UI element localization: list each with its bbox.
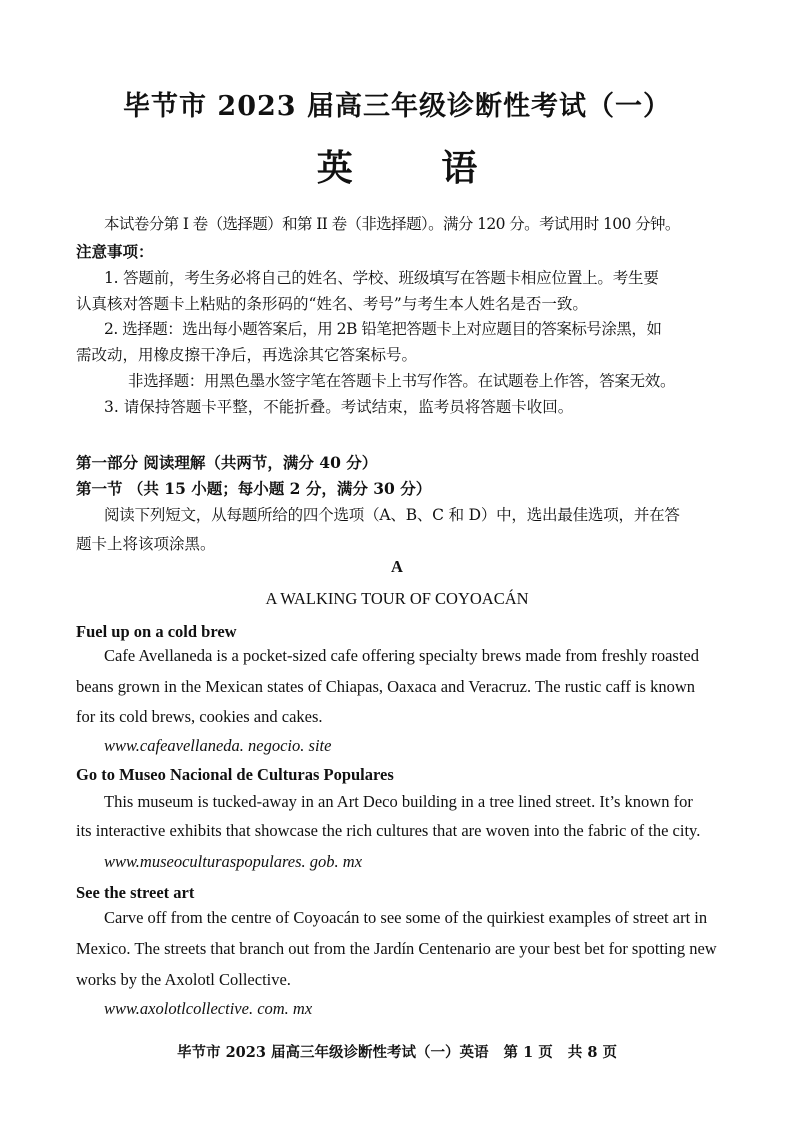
footer-exam-subject: 毕节市 2023 届高三年级诊断性考试（一）英语 — [177, 1044, 489, 1061]
paragraph-3-line-2: Mexico. The streets that branch out from the Jardín Centenario are your best bet for spotting new — [76, 939, 717, 958]
notice-item-2-line-3: 非选择题：用黑色墨水签字笔在答题卡上书写作答。在试题卷上作答，答案无效。 — [128, 372, 676, 390]
passage-title: A WALKING TOUR OF COYOACÁN — [265, 589, 529, 608]
website-museum: www.museoculturaspopulares. gob. mx — [104, 852, 363, 871]
notice-item-2-line-2: 需改动，用橡皮擦干净后，再选涂其它答案标号。 — [76, 346, 418, 364]
exam-title: 毕节市 2023 届高三年级诊断性考试（一） — [123, 91, 671, 122]
paragraph-1-line-3: for its cold brews, cookies and cakes. — [76, 707, 323, 726]
paragraph-2-line-1: This museum is tucked-away in an Art Deco building in a tree lined street. It’s known for — [104, 792, 693, 811]
website-street-art: www.axolotlcollective. com. mx — [104, 999, 313, 1018]
website-cafe: www.cafeavellaneda. negocio. site — [104, 736, 332, 755]
part-one-heading: 第一部分 阅读理解（共两节，满分 40 分） — [76, 453, 378, 472]
paragraph-1-line-1: Cafe Avellaneda is a pocket-sized cafe offering specialty brews made from freshly roasted — [104, 646, 699, 665]
notice-heading: 注意事项： — [76, 242, 154, 261]
notice-item-1-line-1: 1. 答题前，考生务必将自己的姓名、学校、班级填写在答题卡相应位置上。考生要 — [104, 269, 659, 287]
paragraph-3-line-3: works by the Axolotl Collective. — [76, 970, 291, 989]
section-heading-museum: Go to Museo Nacional de Culturas Populares — [76, 765, 394, 784]
paragraph-2-line-2: its interactive exhibits that showcase the rich cultures that are woven into the fabric of the city. — [76, 821, 701, 840]
notice-item-3: 3. 请保持答题卡平整，不能折叠。考试结束，监考员将答题卡收回。 — [104, 398, 574, 416]
paragraph-3-line-1: Carve off from the centre of Coyoacán to see some of the quirkiest examples of street art in — [104, 908, 708, 927]
notice-item-2-line-1: 2. 选择题：选出每小题答案后，用 2B 铅笔把答题卡上对应题目的答案标号涂黑，如 — [104, 320, 662, 338]
instruction-line-1: 阅读下列短文，从每题所给的四个选项（A、B、C 和 D）中，选出最佳选项，并在答 — [104, 506, 680, 524]
notice-item-1-line-2: 认真核对答题卡上粘贴的条形码的“姓名、考号”与考生本人姓名是否一致。 — [76, 295, 588, 313]
footer-page-total: 共 8 页 — [567, 1044, 617, 1061]
passage-letter: A — [391, 557, 403, 576]
page-footer — [0, 1041, 794, 1062]
section-heading-street-art: See the street art — [76, 883, 195, 902]
footer-page-number: 第 1 页 — [503, 1044, 553, 1061]
exam-intro: 本试卷分第 I 卷（选择题）和第 II 卷（非选择题）。满分 120 分。考试用时 100 分钟。 — [104, 215, 680, 233]
paragraph-1-line-2: beans grown in the Mexican states of Chiapas, Oaxaca and Veracruz. The rustic caff is known — [76, 677, 696, 696]
subject-title: 英 语 — [316, 147, 516, 189]
section-heading-cold-brew: Fuel up on a cold brew — [76, 622, 237, 641]
instruction-line-2: 题卡上将该项涂黑。 — [76, 535, 216, 553]
section-one-heading: 第一节 （共 15 小题；每小题 2 分，满分 30 分） — [76, 479, 432, 498]
